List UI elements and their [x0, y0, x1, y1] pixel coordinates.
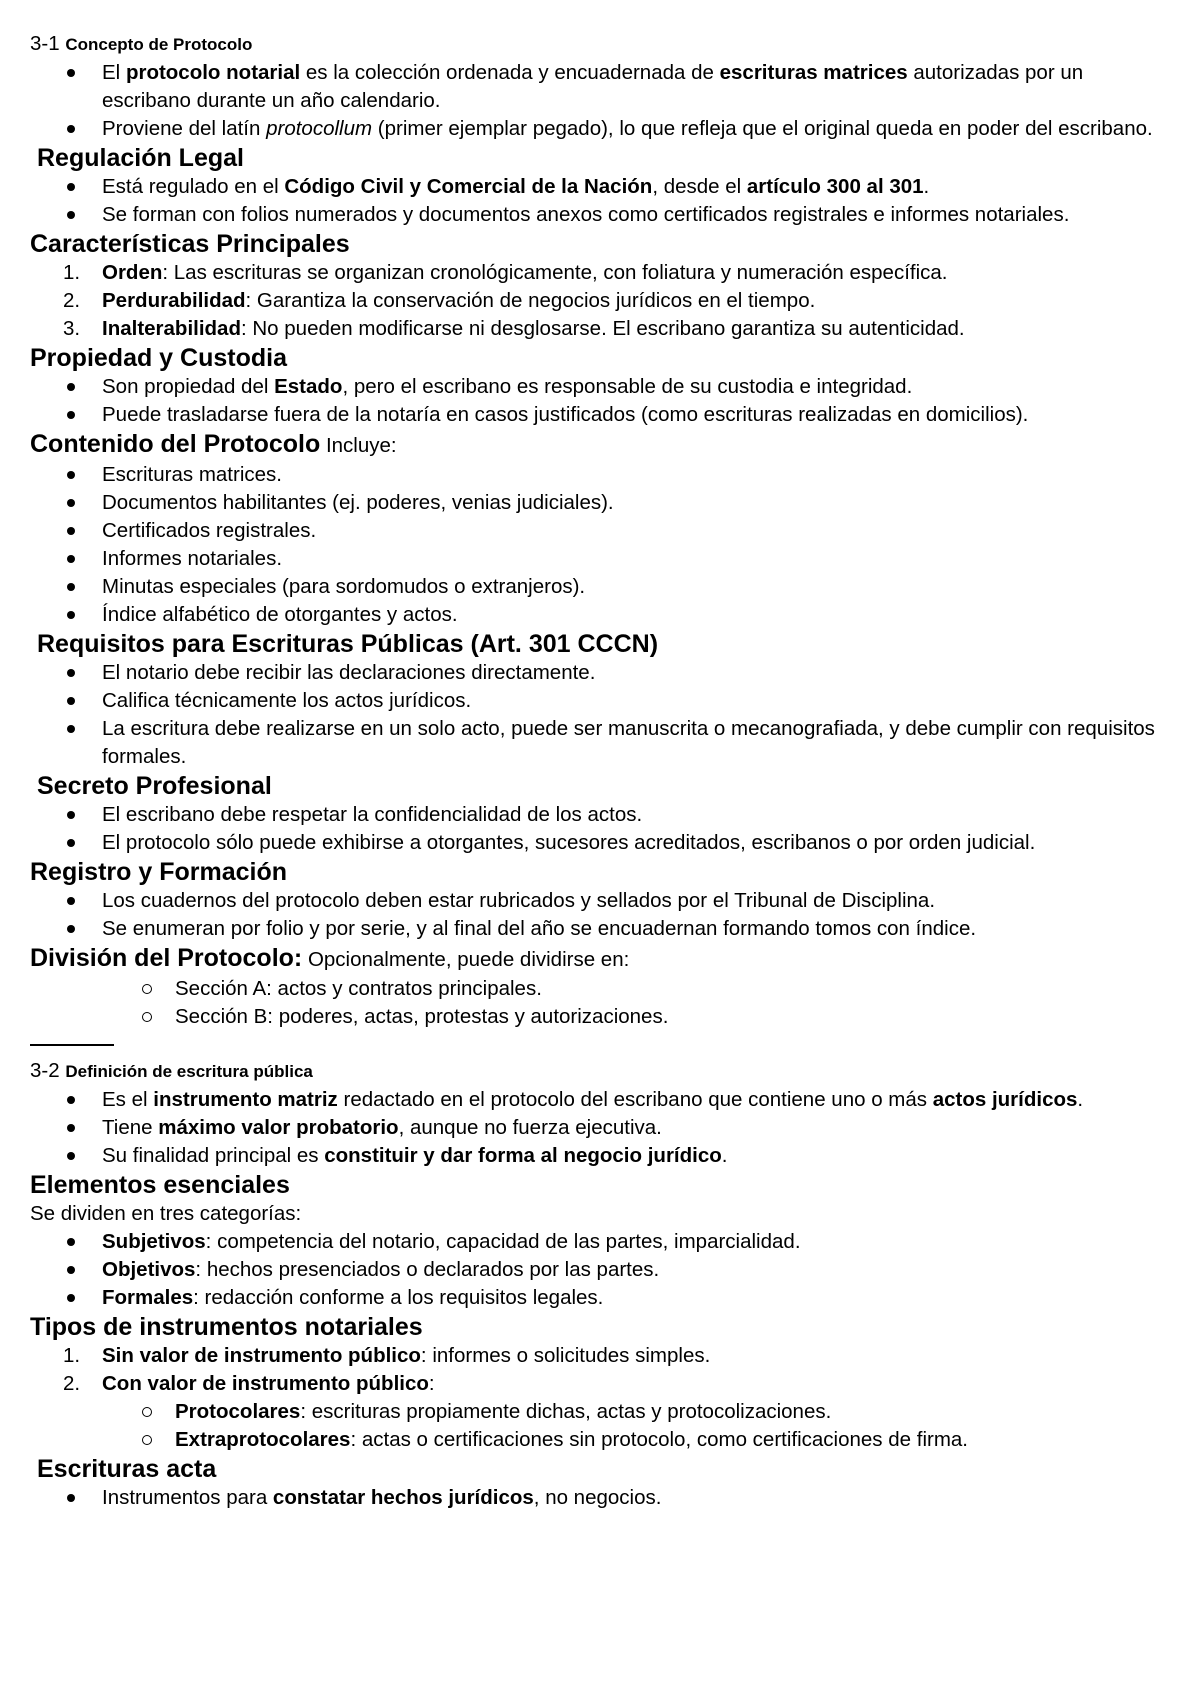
list-item: Minutas especiales (para sordomudos o extranjeros). [30, 573, 1172, 601]
bold-term: Con valor de instrumento público [102, 1372, 429, 1395]
list-item: 3. Inalterabilidad: No pueden modificarse ni desglosarse. El escribano garantiza su autenticidad. [30, 315, 1172, 343]
list-item: Puede trasladarse fuera de la notaría en casos justificados (como escrituras realizadas en domicilios). [30, 401, 1172, 429]
bold-term: Código Civil y Comercial de la Nación [284, 175, 653, 198]
list-item: Su finalidad principal es constituir y dar forma al negocio jurídico. [30, 1142, 1172, 1170]
list-item: Tiene máximo valor probatorio, aunque no fuerza ejecutiva. [30, 1114, 1172, 1142]
elementos-intro: Se dividen en tres categorías: [30, 1202, 302, 1225]
heading-secreto-profesional: Secreto Profesional [37, 772, 272, 800]
bold-term: Estado [274, 375, 343, 398]
division-list [30, 975, 1172, 1031]
actas-list [30, 1484, 1172, 1512]
list-item: 2. Perdurabilidad: Garantiza la conservación de negocios jurídicos en el tiempo. [30, 287, 1172, 315]
contenido-list [30, 461, 1172, 629]
heading-caracteristicas: Características Principales [30, 230, 350, 258]
tipos-list [30, 1342, 1172, 1398]
heading-tail: Incluye: [320, 434, 397, 457]
list-item: Está regulado en el Código Civil y Comercial de la Nación, desde el artículo 300 al 301. [30, 173, 1172, 201]
list-item: Son propiedad del Estado, pero el escribano es responsable de su custodia e integridad. [30, 373, 1172, 401]
bold-term: Extraprotocolares [175, 1428, 351, 1451]
list-item: Sección B: poderes, actas, protestas y autorizaciones. [30, 1003, 1172, 1031]
list-item: 1. Orden: Las escrituras se organizan cronológicamente, con foliatura y numeración específica. [30, 259, 1172, 287]
list-item: Se enumeran por folio y por serie, y al final del año se encuadernan formando tomos con índice. [30, 915, 1172, 943]
heading-elementos-esenciales: Elementos esenciales [30, 1171, 290, 1199]
list-item: Índice alfabético de otorgantes y actos. [30, 601, 1172, 629]
section-3-1-header [30, 30, 1172, 59]
list-number: 2. [63, 289, 81, 312]
list-item: Formales: redacción conforme a los requisitos legales. [30, 1284, 1172, 1312]
bold-term: máximo valor probatorio [158, 1116, 399, 1139]
heading-propiedad-custodia: Propiedad y Custodia [30, 344, 287, 372]
bold-term: Subjetivos [102, 1230, 206, 1253]
list-number: 2. [63, 1372, 81, 1395]
section-number: 3-2 [30, 1059, 60, 1082]
italic-term: protocollum [266, 117, 373, 140]
bold-term: Protocolares [175, 1400, 301, 1423]
section-title: Definición de escritura pública [65, 1062, 313, 1081]
requisitos-list [30, 659, 1172, 771]
heading-escrituras-acta: Escrituras acta [37, 1455, 217, 1483]
bold-term: instrumento matriz [153, 1088, 338, 1111]
section-title: Concepto de Protocolo [65, 35, 253, 54]
propiedad-list [30, 373, 1172, 429]
definicion-list [30, 1086, 1172, 1170]
separator-line [30, 1033, 1172, 1057]
bold-term: Formales [102, 1286, 194, 1309]
list-item: Documentos habilitantes (ej. poderes, venias judiciales). [30, 489, 1172, 517]
list-item: Califica técnicamente los actos jurídicos. [30, 687, 1172, 715]
heading-contenido-protocolo [30, 429, 1172, 461]
list-item: Certificados registrales. [30, 517, 1172, 545]
bold-term: protocolo notarial [125, 61, 301, 84]
list-item: Informes notariales. [30, 545, 1172, 573]
section-number: 3-1 [30, 32, 60, 55]
list-item: 1. Sin valor de instrumento público: informes o solicitudes simples. [30, 1342, 1172, 1370]
tipos-sublist [30, 1398, 1172, 1454]
list-item: Escrituras matrices. [30, 461, 1172, 489]
heading-requisitos: Requisitos para Escrituras Públicas (Art. 301 CCCN) [37, 630, 659, 658]
list-item: Instrumentos para constatar hechos jurídicos, no negocios. [30, 1484, 1172, 1512]
heading-regulacion-legal: Regulación Legal [37, 144, 244, 172]
bold-term: constituir y dar forma al negocio jurídico [324, 1144, 722, 1167]
list-item: El protocolo sólo puede exhibirse a otorgantes, sucesores acreditados, escribanos o por orden judicial. [30, 829, 1172, 857]
bold-term: Perdurabilidad [102, 289, 246, 312]
concepto-list [30, 59, 1172, 143]
list-item: Subjetivos: competencia del notario, capacidad de las partes, imparcialidad. [30, 1228, 1172, 1256]
list-item: Se forman con folios numerados y documentos anexos como certificados registrales e informes notariales. [30, 201, 1172, 229]
bold-term: Orden [102, 261, 163, 284]
list-item: Protocolares: escrituras propiamente dichas, actas y protocolizaciones. [30, 1398, 1172, 1426]
list-item: Extraprotocolares: actas o certificaciones sin protocolo, como certificaciones de firma. [30, 1426, 1172, 1454]
list-number: 1. [63, 261, 81, 284]
bold-term: artículo 300 al 301 [746, 175, 924, 198]
list-item: El protocolo notarial es la colección ordenada y encuadernada de escrituras matrices autorizadas por un escribano durante un año calendario. [30, 59, 1172, 115]
list-item: Proviene del latín protocollum (primer ejemplar pegado), lo que refleja que el original queda en poder del escribano. [30, 115, 1172, 143]
secreto-list [30, 801, 1172, 857]
heading-text: Contenido del Protocolo [30, 430, 321, 458]
heading-tipos-instrumentos: Tipos de instrumentos notariales [30, 1313, 423, 1341]
list-item: El notario debe recibir las declaraciones directamente. [30, 659, 1172, 687]
bold-term: Sin valor de instrumento público [102, 1344, 421, 1367]
bold-term: actos jurídicos [932, 1088, 1078, 1111]
heading-registro-formacion: Registro y Formación [30, 858, 287, 886]
bold-term: Objetivos [102, 1258, 196, 1281]
list-item: Objetivos: hechos presenciados o declarados por las partes. [30, 1256, 1172, 1284]
heading-division-protocolo [30, 943, 1172, 975]
registro-list [30, 887, 1172, 943]
regulacion-list [30, 173, 1172, 229]
bold-term: constatar hechos jurídicos [272, 1486, 534, 1509]
list-number: 3. [63, 317, 81, 340]
heading-tail: Opcionalmente, puede dividirse en: [302, 948, 630, 971]
list-item: Sección A: actos y contratos principales. [30, 975, 1172, 1003]
list-item: Los cuadernos del protocolo deben estar rubricados y sellados por el Tribunal de Disciplina. [30, 887, 1172, 915]
list-item: La escritura debe realizarse en un solo acto, puede ser manuscrita o mecanografiada, y debe cumplir con requisitos formales. [30, 715, 1172, 771]
list-number: 1. [63, 1344, 81, 1367]
section-3-2-header [30, 1057, 1172, 1086]
bold-term: escrituras matrices [719, 61, 908, 84]
list-item: El escribano debe respetar la confidencialidad de los actos. [30, 801, 1172, 829]
heading-text: División del Protocolo: [30, 944, 303, 972]
list-item: 2. Con valor de instrumento público: [30, 1370, 1172, 1398]
caracteristicas-list [30, 259, 1172, 343]
list-item: Es el instrumento matriz redactado en el protocolo del escribano que contiene uno o más actos jurídicos. [30, 1086, 1172, 1114]
elementos-list [30, 1228, 1172, 1312]
bold-term: Inalterabilidad [102, 317, 241, 340]
